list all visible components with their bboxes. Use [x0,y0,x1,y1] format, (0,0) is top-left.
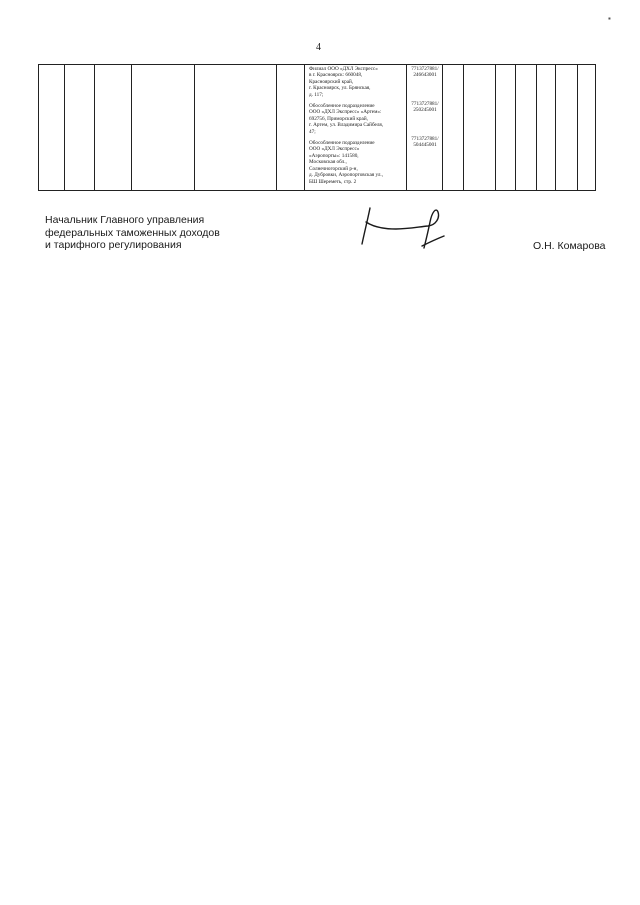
inn-code: 7713727881/ [411,100,439,107]
address-line: Филиал ООО «ДХЛ Экспресс» [309,66,378,72]
inn-code: 7713727881/ [411,135,439,142]
address-line: г. Артем, ул. Владимира Сайбеля, [309,122,384,129]
address-entry [309,140,404,185]
inn-kpp-code [409,136,441,149]
scan-speck: ▪ [608,14,611,23]
handwritten-signature [356,200,456,255]
address-line: ООО «ДХЛ Экспресс» «Артем»: [309,109,382,116]
address-line: БШ Шереметь, стр. 2 [309,178,357,185]
address-line: Обособленное подразделение [309,103,375,110]
signer-name: О.Н. Комарова [533,240,606,252]
continuation-table [38,64,596,191]
title-line: федеральных таможенных доходов [45,226,220,239]
empty-cell [516,65,537,191]
kpp-code: 250245001 [413,107,437,114]
title-line: и тарифного регулирования [45,239,182,251]
empty-cell [277,65,305,191]
empty-cell [578,65,596,191]
empty-cell [132,65,195,191]
address-line: г. Красноярск, ул. Брянская, [309,85,371,92]
address-line: «Аэропорты»: 141580, [309,152,359,159]
empty-cell [537,65,556,191]
title-line: Начальник Главного управления [45,214,205,226]
empty-cell [39,65,65,191]
address-line: ООО «ДХЛ Экспресс» [309,146,360,153]
inn-kpp-code [409,101,441,114]
inn-kpp-code [409,66,441,79]
empty-cell [65,65,95,191]
address-line: Московская обл., [309,159,347,166]
address-line: Обособленное подразделение [309,140,375,147]
kpp-code: 246643001 [413,72,437,79]
address-entry [309,103,404,135]
address-line: д. 117; [309,91,324,98]
address-line: Красноярский край, [309,78,354,85]
empty-cell [95,65,132,191]
page-number: 4 [316,42,321,53]
kpp-code: 504445001 [413,142,437,149]
address-line: Солнечногорский р-н, [309,165,358,172]
signatory-title [45,214,220,252]
codes-cell [407,65,443,191]
address-entry [309,66,404,98]
address-line: в г. Красноярск: 660048, [309,72,363,79]
empty-cell [556,65,578,191]
inn-code: 7713727881/ [411,66,439,72]
empty-cell [464,65,496,191]
empty-cell [443,65,464,191]
address-line: 692756, Приморский край, [309,115,368,122]
address-line: 47; [309,128,316,135]
empty-cell [195,65,277,191]
address-line: д. Дубровки, Аэропортовская ул., [309,172,384,179]
empty-cell [496,65,516,191]
addresses-cell [305,65,407,191]
